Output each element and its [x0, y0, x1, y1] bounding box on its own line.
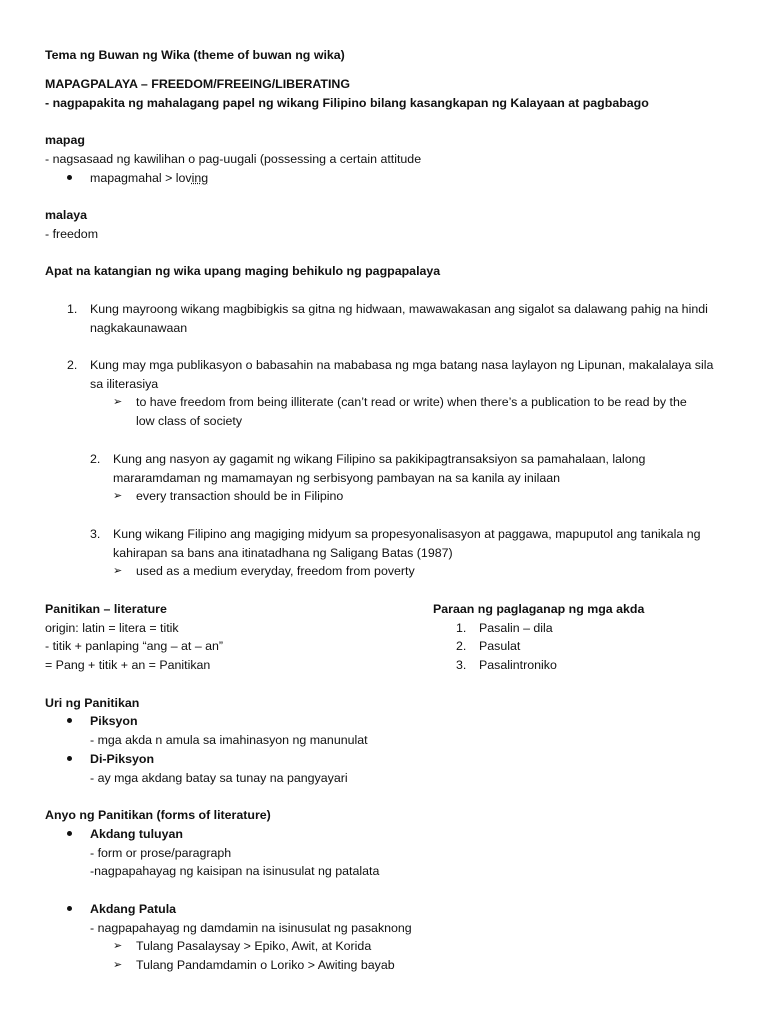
uri-heading: Uri ng Panitikan: [45, 696, 140, 710]
tuluyan-label: Akdang tuluyan: [90, 827, 183, 841]
arrow-bullet-icon: ➢: [113, 959, 123, 971]
apat-item-num: 3.: [90, 527, 101, 541]
apat-item-sub: every transaction should be in Filipino: [136, 489, 344, 503]
panitikan-line: origin: latin = litera = titik: [45, 621, 179, 635]
paraan-num: 2.: [456, 639, 467, 653]
tuluyan-desc: -nagpapahayag ng kaisipan na isinusulat ng patalata: [90, 864, 380, 878]
bullet-dot-icon: [67, 831, 72, 836]
arrow-bullet-icon: ➢: [113, 490, 123, 502]
mapag-bullet-prefix: mapagmahal > lov: [90, 171, 192, 185]
paraan-num: 3.: [456, 658, 467, 672]
paraan-num: 1.: [456, 621, 467, 635]
uri-item-desc: - mga akda n amula sa imahinasyon ng manunulat: [90, 733, 368, 747]
patula-label: Akdang Patula: [90, 902, 177, 916]
apat-item-line: sa iliterasiya: [90, 377, 159, 391]
bullet-dot-icon: [67, 718, 72, 723]
apat-item-num: 1.: [67, 302, 78, 316]
bullet-dot-icon: [67, 175, 72, 180]
paraan-heading: Paraan ng paglaganap ng mga akda: [433, 602, 645, 616]
apat-item-sub: low class of society: [136, 414, 243, 428]
apat-item-sub: to have freedom from being illiterate (can’t read or write) when there’s a publication to be read by the: [136, 395, 687, 409]
uri-item-desc: - ay mga akdang batay sa tunay na pangyayari: [90, 771, 348, 785]
mapag-desc: - nagsasaad ng kawilihan o pag-uugali (possessing a certain attitude: [45, 152, 422, 166]
patula-desc: - nagpapahayag ng damdamin na isinusulat ng pasaknong: [90, 921, 412, 935]
bullet-dot-icon: [67, 906, 72, 911]
bullet-dot-icon: [67, 756, 72, 761]
apat-item-num: 2.: [67, 358, 78, 372]
apat-item-num: 2.: [90, 452, 101, 466]
uri-item-label: Di-Piksyon: [90, 752, 155, 766]
apat-item-line: Kung mayroong wikang magbibigkis sa gitna ng hidwaan, mawawakasan ang sigalot sa dalawang pahig na hindi: [90, 302, 708, 316]
arrow-bullet-icon: ➢: [113, 940, 123, 952]
arrow-bullet-icon: ➢: [113, 396, 123, 408]
theme-heading: Tema ng Buwan ng Wika (theme of buwan ng wika): [45, 48, 345, 62]
malaya-desc: - freedom: [45, 227, 99, 241]
panitikan-line: - titik + panlaping “ang – at – an”: [45, 639, 224, 653]
mapagpalaya-desc: - nagpapakita ng mahalagang papel ng wikang Filipino bilang kasangkapan ng Kalayaan at pagbabago: [45, 96, 649, 110]
tuluyan-desc: - form or prose/paragraph: [90, 846, 232, 860]
apat-item-line: mararamdaman ng mamamayan ng serbisyong pambayan na sa kanila ay inilaan: [113, 471, 560, 485]
mapag-bullet: [90, 171, 208, 186]
apat-item-line: Kung wikang Filipino ang magiging midyum sa propesyonalisasyon at paggawa, mapuputol ang tanikala ng: [113, 527, 701, 541]
mapag-heading: mapag: [45, 133, 85, 147]
mapag-bullet-suffix: ing: [191, 171, 209, 185]
apat-item-line: Kung may mga publikasyon o babasahin na mababasa ng mga batang nasa laylayon ng Lipunan, makalalaya sila: [90, 358, 714, 372]
anyo-heading: Anyo ng Panitikan (forms of literature): [45, 808, 271, 822]
paraan-item: Pasalin – dila: [479, 621, 553, 635]
patula-sub: Tulang Pandamdamin o Loriko > Awiting bayab: [136, 958, 395, 972]
paraan-item: Pasulat: [479, 639, 521, 653]
uri-item-label: Piksyon: [90, 714, 138, 728]
paraan-item: Pasalintroniko: [479, 658, 557, 672]
patula-sub: Tulang Pasalaysay > Epiko, Awit, at Korida: [136, 939, 372, 953]
apat-item-line: kahirapan sa bans ana itinatadhana ng Saligang Batas (1987): [113, 546, 453, 560]
malaya-heading: malaya: [45, 208, 88, 222]
apat-item-sub: used as a medium everyday, freedom from poverty: [136, 564, 415, 578]
apat-item-line: Kung ang nasyon ay gagamit ng wikang Filipino sa pakikipagtransaksiyon sa pamahalaan, lalong: [113, 452, 646, 466]
panitikan-heading: Panitikan – literature: [45, 602, 167, 616]
arrow-bullet-icon: ➢: [113, 565, 123, 577]
apat-item-line: nagkakaunawaan: [90, 321, 188, 335]
apat-heading: Apat na katangian ng wika upang maging behikulo ng pagpapalaya: [45, 264, 441, 278]
mapagpalaya-heading: MAPAGPALAYA – FREEDOM/FREEING/LIBERATING: [45, 77, 350, 91]
panitikan-line: = Pang + titik + an = Panitikan: [45, 658, 211, 672]
